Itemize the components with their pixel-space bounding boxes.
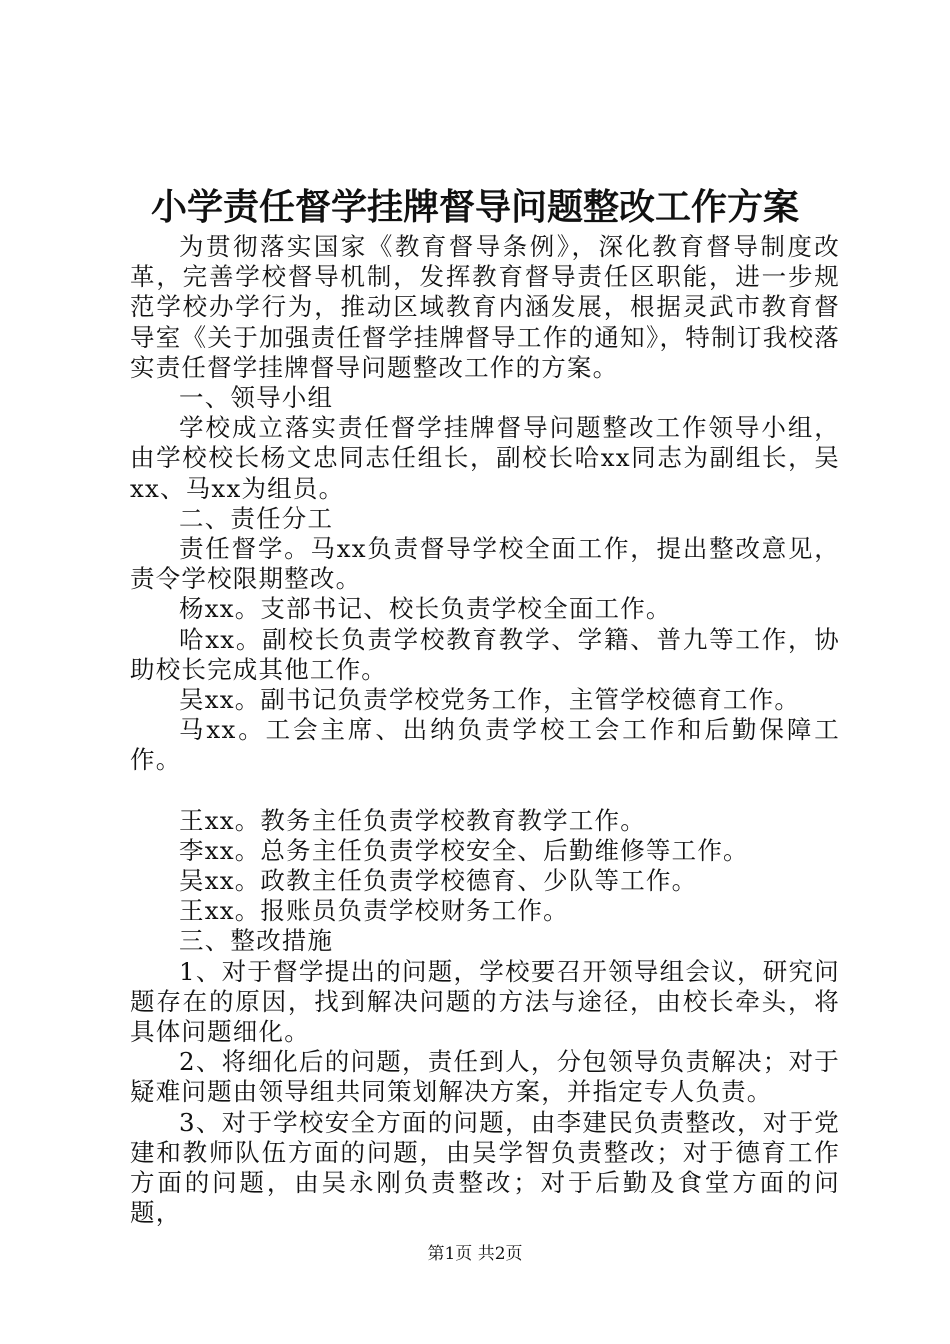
blank-line	[130, 776, 840, 806]
duty-item: 马xx。工会主席、出纳负责学校工会工作和后勤保障工作。	[130, 715, 840, 775]
duty-item: 王xx。教务主任负责学校教育教学工作。	[179, 805, 646, 835]
section-heading-leadership: 一、领导小组	[179, 383, 334, 413]
document-title: 小学责任督学挂牌督导问题整改工作方案	[150, 186, 799, 228]
section-heading-duties: 二、责任分工	[179, 503, 334, 533]
duty-item: 责任督学。马xx负责督导学校全面工作，提出整改意见，责令学校限期整改。	[130, 534, 840, 594]
measure-item: 3、对于学校安全方面的问题，由李建民负责整改，对于党建和教师队伍方面的问题，由吴学智负责整改；对于德育工作方面的问题，由吴永刚负责整改；对于后勤及食堂方面的问题，	[130, 1107, 840, 1228]
duty-item: 李xx。总务主任负责学校安全、后勤维修等工作。	[179, 835, 749, 865]
duty-item: 吴xx。政教主任负责学校德育、少队等工作。	[179, 866, 698, 896]
measure-item: 1、对于督学提出的问题，学校要召开领导组会议，研究问题存在的原因，找到解决问题的方法与途径，由校长牵头，将具体问题细化。	[130, 956, 840, 1047]
intro-paragraph: 为贯彻落实国家《教育督导条例》，深化教育督导制度改革，完善学校督导机制，发挥教育督导责任区职能，进一步规范学校办学行为，推动区域教育内涵发展，根据灵武市教育督导室《关于加强责任督学挂牌督导工作的通知》，特制订我校落实责任督学挂牌督导问题整改工作的方案。	[130, 232, 840, 382]
duty-item: 吴xx。副书记负责学校党务工作，主管学校德育工作。	[179, 685, 801, 715]
document-body	[130, 232, 840, 1229]
duty-item: 王xx。报账员负责学校财务工作。	[179, 896, 569, 926]
leadership-paragraph: 学校成立落实责任督学挂牌督导问题整改工作领导小组，由学校校长杨文忠同志任组长，副校长哈xx同志为副组长，吴xx、马xx为组员。	[130, 413, 840, 503]
section-heading-measures: 三、整改措施	[179, 926, 334, 956]
duty-item: 杨xx。支部书记、校长负责学校全面工作。	[179, 594, 672, 624]
duty-item: 哈xx。副校长负责学校教育教学、学籍、普九等工作，协助校长完成其他工作。	[130, 624, 840, 684]
measure-item: 2、将细化后的问题，责任到人，分包领导负责解决；对于疑难问题由领导组共同策划解决方案，并指定专人负责。	[130, 1047, 840, 1107]
page-footer: 第1页 共2页	[427, 1244, 523, 1264]
